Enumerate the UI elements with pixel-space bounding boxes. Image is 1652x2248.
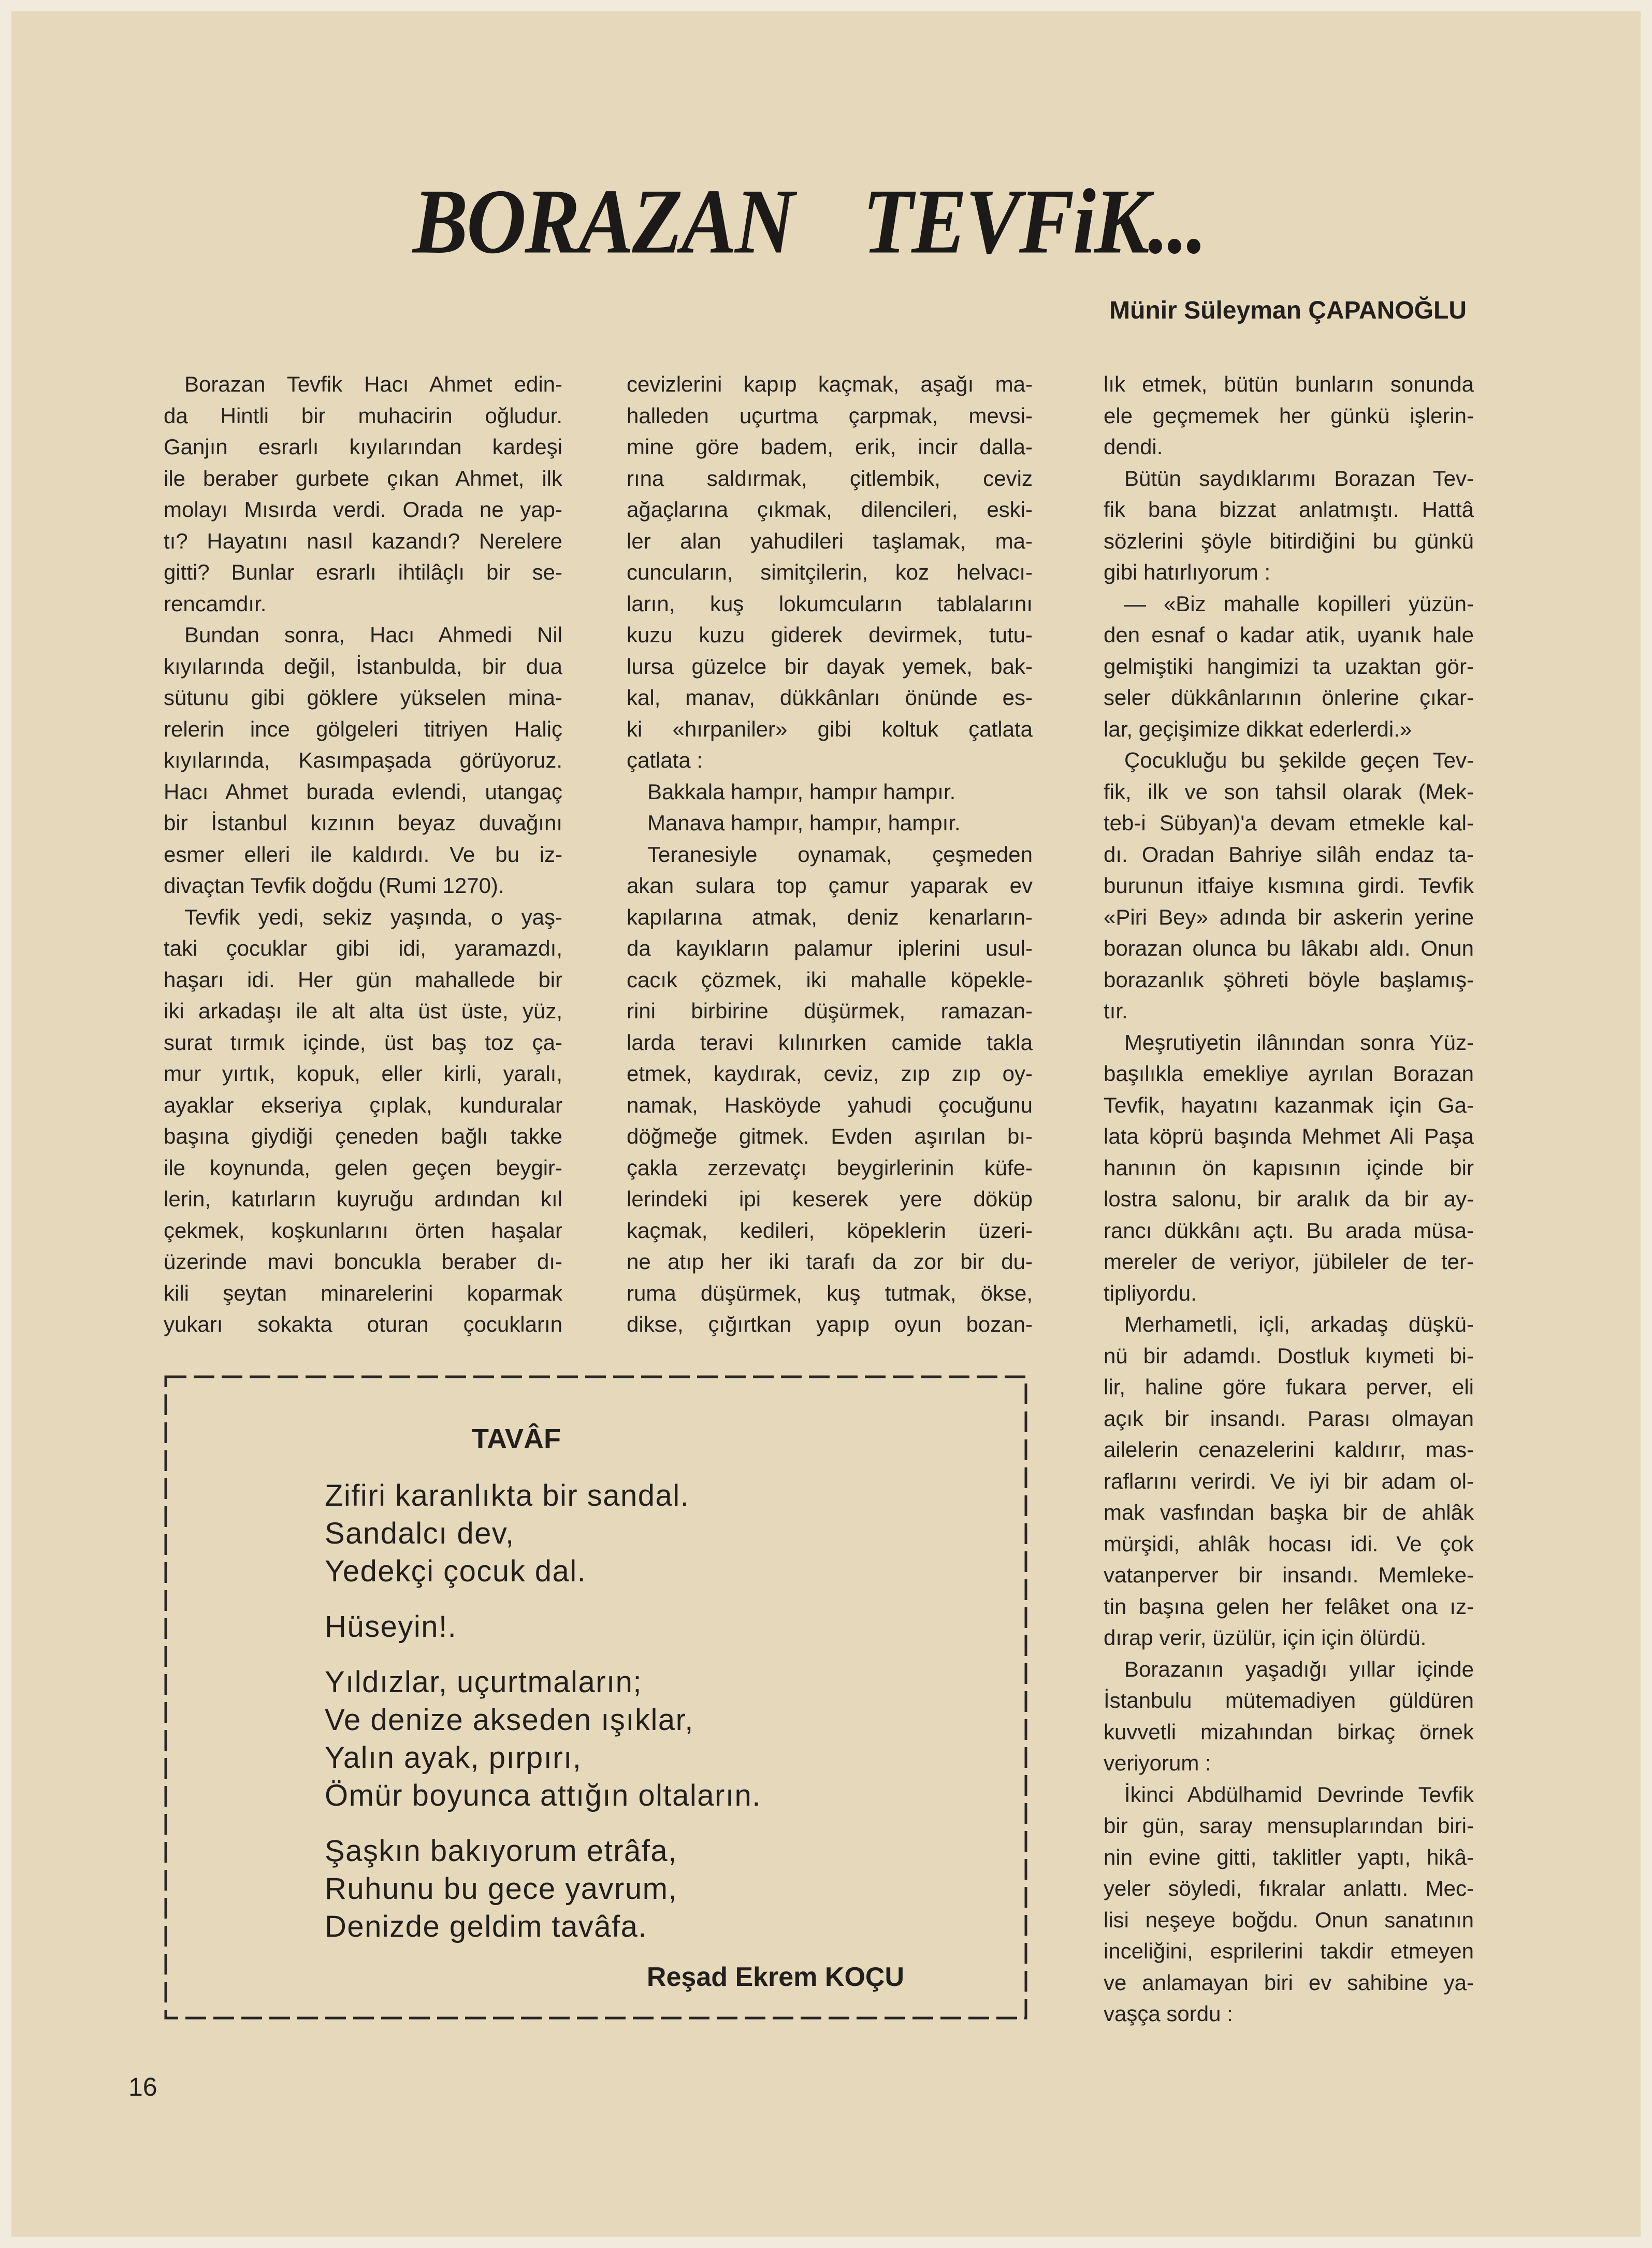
article-line: ağaçlarına çıkmak, dilencileri, eski- [627, 497, 1033, 522]
article-line: Bütün saydıklarımı Borazan Tev- [1124, 466, 1474, 491]
article-line: gelmiştiki hangimizi ta uzaktan gör- [1104, 654, 1474, 679]
article-paragraph [1104, 1779, 1474, 2030]
article-line: yeler söyledi, fıkralar anlattı. Mec- [1104, 1876, 1474, 1900]
article-line: dırap verir, üzülür, için için ölürdü. [1104, 1625, 1427, 1650]
article-line: mur yırtık, kopuk, eller kirli, yaralı, [164, 1061, 562, 1086]
article-paragraph [627, 776, 1033, 808]
poem-author: Reşad Ekrem KOÇU [646, 1962, 904, 1992]
article-paragraph [627, 839, 1033, 1341]
article-line: dı. Oradan Bahriye silâh endaz ta- [1104, 842, 1474, 867]
article-line: ruma düşürmek, kuş tutmak, ökse, [627, 1280, 1033, 1305]
article-line: veriyorum : [1104, 1751, 1211, 1775]
article-line: dendi. [1104, 435, 1163, 459]
poem-line: Zifiri karanlıkta bir sandal. [325, 1479, 690, 1512]
article-line: Borazanın yaşadığı yıllar içinde [1124, 1656, 1474, 1681]
article-line: ele geçmemek her günkü işlerin- [1104, 403, 1474, 428]
article-line: vaşça sordu : [1104, 2001, 1233, 2026]
poem-line: Ömür boyunca attığın oltaların. [325, 1779, 761, 1812]
article-line: kapılarına atmak, deniz kenarların- [627, 904, 1033, 929]
article-line: lir, haline göre fukara perver, eli [1104, 1375, 1474, 1399]
article-line: ki «hırpaniler» gibi koltuk çatlata [627, 716, 1033, 741]
article-line: kıyılarında değil, İstanbulda, bir dua [164, 654, 562, 679]
article-line: Meşrutiyetin ilânından sonra Yüz- [1124, 1030, 1474, 1055]
article-paragraph [1104, 1027, 1474, 1309]
article-paragraph [1104, 1654, 1474, 1779]
article-paragraph [1104, 588, 1474, 745]
article-line: fik, ilk ve son tahsil olarak (Mek- [1104, 779, 1474, 804]
article-line: namak, Hasköyde yahudi çocuğunu [627, 1092, 1033, 1117]
article-line: Teranesiyle oynamak, çeşmeden [647, 842, 1033, 867]
article-line: cevizlerini kapıp kaçmak, aşağı ma- [627, 372, 1033, 396]
article-line: ne atıp her iki tarafı da zor bir du- [627, 1249, 1033, 1274]
article-line: mine göre badem, erik, incir dalla- [627, 435, 1033, 459]
article-line: inceliğini, esprilerini takdir etmeyen [1104, 1939, 1474, 1963]
article-line: surat tırmık içinde, üst baş toz ça- [164, 1030, 562, 1055]
article-line: larda teravi kılınırken camide takla [627, 1030, 1033, 1055]
article-line: lık etmek, bütün bunların sonunda [1104, 372, 1474, 396]
article-line: lar, geçişimize dikkat ederlerdi.» [1104, 716, 1412, 741]
article-line: İstanbulu mütemadiyen güldüren [1104, 1688, 1474, 1712]
article-line: kıyılarında, Kasımpaşada görüyoruz. [164, 748, 562, 772]
article-line: başılıkla emekliye ayrılan Borazan [1104, 1061, 1474, 1086]
article-line: başına giydiği çeneden bağlı takke [164, 1124, 562, 1148]
article-line: kuzu kuzu giderek devirmek, tutu- [627, 623, 1033, 647]
article-line: lerin, katırların kuyruğu ardından kıl [164, 1187, 562, 1211]
article-line: ailelerin cenazelerini kaldırır, mas- [1104, 1437, 1474, 1462]
article-column-1 [164, 369, 562, 1341]
article-line: taki çocuklar gibi idi, yaramazdı, [164, 936, 562, 960]
article-line: Bundan sonra, Hacı Ahmedi Nil [184, 623, 562, 647]
article-line: teb-i Sübyan)'a devam etmekle kal- [1104, 811, 1474, 835]
poem-stanza [325, 1477, 946, 1590]
article-line: Ganjın esrarlı kıyılarından kardeşi [164, 435, 562, 459]
article-paragraph [627, 808, 1033, 839]
article-line: sözlerini şöyle bitirdiğini bu günkü [1104, 528, 1474, 553]
article-line: da kayıkların palamur iplerini usul- [627, 936, 1033, 960]
article-line: vatanperver bir insandı. Memleke- [1104, 1563, 1474, 1587]
article-line: üzerinde mavi boncukla beraber dı- [164, 1249, 562, 1274]
poem-stanza [325, 1608, 946, 1646]
article-line: sütunu gibi göklere yükselen mina- [164, 685, 562, 710]
article-line: kaçmak, kedileri, köpeklerin üzeri- [627, 1218, 1033, 1243]
poem-line: Ruhunu bu gece yavrum, [325, 1872, 678, 1906]
article-line: rencamdır. [164, 591, 267, 616]
poem-box [164, 1375, 1028, 2020]
article-line: hanının ön kapısının içinde bir [1104, 1155, 1474, 1180]
article-line: nü bir adamdı. Dostluk kıymeti bi- [1104, 1343, 1474, 1368]
article-line: gitti? Bunlar esrarlı ihtilâçlı bir se- [164, 560, 562, 584]
article-line: cacık çözmek, iki mahalle köpekle- [627, 967, 1033, 992]
article-line: Bakkala hampır, hampır hampır. [647, 779, 956, 804]
article-line: tı? Hayatını nasıl kazandı? Nerelere [164, 528, 562, 553]
article-line: mürşidi, ahlâk hocası idi. Ve çok [1104, 1531, 1474, 1556]
article-line: Tevfik, hayatını kazanmak için Ga- [1104, 1092, 1474, 1117]
article-author: Münir Süleyman ÇAPANOĞLU [1109, 297, 1467, 324]
article-line: «Piri Bey» adında bir askerin yerine [1104, 904, 1474, 929]
article-line: Borazan Tevfik Hacı Ahmet edin- [184, 372, 562, 396]
article-line: da Hintli bir muhacirin oğludur. [164, 403, 562, 428]
article-line: çatlata : [627, 748, 703, 772]
article-line: açık bir insandı. Parası olmayan [1104, 1406, 1474, 1431]
poem-line: Hüseyin!. [325, 1610, 457, 1644]
article-line: Manava hampır, hampır, hampır. [647, 811, 961, 835]
article-line: lursa güzelce bir dayak yemek, bak- [627, 654, 1033, 679]
article-line: gibi hatırlıyorum : [1104, 560, 1271, 584]
article-line: ile beraber gurbete çıkan Ahmet, ilk [164, 466, 562, 491]
article-line: raflarını verirdi. Ve iyi bir adam ol- [1104, 1468, 1474, 1493]
article-column-3 [1104, 369, 1474, 2030]
article-line: ayaklar ekseriya çıplak, kunduralar [164, 1092, 562, 1117]
article-line: yukarı sokakta oturan çocukların [164, 1312, 562, 1336]
article-line: molayı Mısırda verdi. Orada ne yap- [164, 497, 562, 522]
poem-line: Yedekçi çocuk dal. [325, 1554, 587, 1588]
article-line: — «Biz mahalle kopilleri yüzün- [1124, 591, 1474, 616]
poem-stanza [325, 1832, 946, 1946]
article-column-2 [627, 369, 1033, 1341]
poem-body [325, 1477, 946, 1963]
article-line: nin evine gitti, taklitler yaptı, hikâ- [1104, 1844, 1474, 1869]
article-line: kal, manav, dükkânları önünde es- [627, 685, 1033, 710]
article-line: tipliyordu. [1104, 1280, 1197, 1305]
article-line: rına saldırmak, çitlembik, ceviz [627, 466, 1033, 491]
poem-line: Yalın ayak, pırpırı, [325, 1741, 582, 1775]
article-line: burunun itfaiye kısmına girdi. Tevfik [1104, 873, 1474, 898]
article-line: borazan olunca bu lâkabı aldı. Onun [1104, 936, 1474, 960]
article-line: den esnaf o kadar atik, uyanık hale [1104, 623, 1474, 647]
article-paragraph [164, 902, 562, 1341]
article-line: dikse, çığırtkan yapıp oyun bozan- [627, 1312, 1033, 1336]
article-line: döğmeğe gitmek. Evden aşırılan bı- [627, 1124, 1033, 1148]
article-line: kuvvetli mizahından birkaç örnek [1104, 1719, 1474, 1744]
article-line: lostra salonu, bir aralık da bir ay- [1104, 1187, 1474, 1211]
article-paragraph [1104, 369, 1474, 463]
article-line: çakla zerzevatçı beygirlerinin küfe- [627, 1155, 1033, 1180]
article-line: kili şeytan minarelerini koparmak [164, 1280, 562, 1305]
article-line: mereler de veriyor, jübileler de ter- [1104, 1249, 1474, 1274]
article-line: bir gün, saray mensuplarından biri- [1104, 1813, 1474, 1838]
article-line: rancı dükkânı açtı. Bu arada müsa- [1104, 1218, 1474, 1243]
article-line: lata köprü başında Mehmet Ali Paşa [1104, 1124, 1474, 1148]
article-line: relerin ince gölgeleri titriyen Haliç [164, 716, 562, 741]
article-paragraph [627, 369, 1033, 776]
article-paragraph [164, 369, 562, 619]
article-line: lerindeki ipi keserek yere döküp [627, 1187, 1033, 1211]
article-line: bir İstanbul kızının beyaz duvağını [164, 811, 562, 835]
article-paragraph [164, 619, 562, 902]
article-paragraph [1104, 463, 1474, 588]
poem-title: TAVÂF [472, 1423, 561, 1454]
article-line: Hacı Ahmet burada evlendi, utangaç [164, 779, 562, 804]
poem-line: Şaşkın bakıyorum etrâfa, [325, 1834, 677, 1868]
article-line: ler alan yahudileri taşlamak, ma- [627, 528, 1033, 553]
article-line: mak vasfından başka bir de ahlâk [1104, 1500, 1474, 1524]
poem-line: Yıldızlar, uçurtmaların; [325, 1665, 642, 1699]
article-line: cuncuların, simitçilerin, koz helvacı- [627, 560, 1033, 584]
article-line: seler dükkânlarının önlerine çıkar- [1104, 685, 1474, 710]
article-line: borazanlık şöhreti böyle başlamış- [1104, 967, 1474, 992]
article-line: halleden uçurtma çarpmak, mevsi- [627, 403, 1033, 428]
article-line: rini birbirine düşürmek, ramazan- [627, 999, 1033, 1023]
poem-stanza [325, 1663, 946, 1814]
article-line: etmek, kaydırak, ceviz, zıp zıp oy- [627, 1061, 1033, 1086]
article-line: akan sulara top çamur yaparak ev [627, 873, 1033, 898]
article-line: iki arkadaşı ile alt alta üst üste, yüz, [164, 999, 562, 1023]
article-paragraph [1104, 1309, 1474, 1654]
article-paragraph [1104, 745, 1474, 1027]
article-line: İkinci Abdülhamid Devrinde Tevfik [1124, 1782, 1474, 1807]
article-line: esmer elleri ile kaldırdı. Ve bu iz- [164, 842, 562, 867]
article-line: fik bana bizzat anlatmıştı. Hattâ [1104, 497, 1474, 522]
article-line: tin başına gelen her felâket ona ız- [1104, 1594, 1474, 1619]
article-line: Tevfik yedi, sekiz yaşında, o yaş- [184, 904, 562, 929]
article-line: çekmek, koşkunlarını örten haşalar [164, 1218, 562, 1243]
poem-line: Sandalcı dev, [325, 1517, 515, 1550]
poem-line: Ve denize akseden ışıklar, [325, 1703, 694, 1737]
poem-line: Denizde geldim tavâfa. [325, 1910, 647, 1943]
article-title: BORAZAN TEVFiK... [413, 169, 1206, 273]
article-line: ile koynunda, gelen geçen beygir- [164, 1155, 562, 1180]
page-number: 16 [128, 2072, 157, 2101]
article-line: divaçtan Tevfik doğdu (Rumi 1270). [164, 873, 504, 898]
article-line: Çocukluğu bu şekilde geçen Tev- [1124, 748, 1474, 772]
article-line: ların, kuş lokumcuların tablalarını [627, 591, 1033, 616]
article-line: Merhametli, içli, arkadaş düşkü- [1124, 1312, 1474, 1336]
article-line: haşarı idi. Her gün mahallede bir [164, 967, 562, 992]
article-line: tır. [1104, 999, 1128, 1023]
article-line: lisi neşeye boğdu. Onun sanatının [1104, 1907, 1474, 1932]
article-line: ve anlamayan biri ev sahibine ya- [1104, 1970, 1474, 1995]
